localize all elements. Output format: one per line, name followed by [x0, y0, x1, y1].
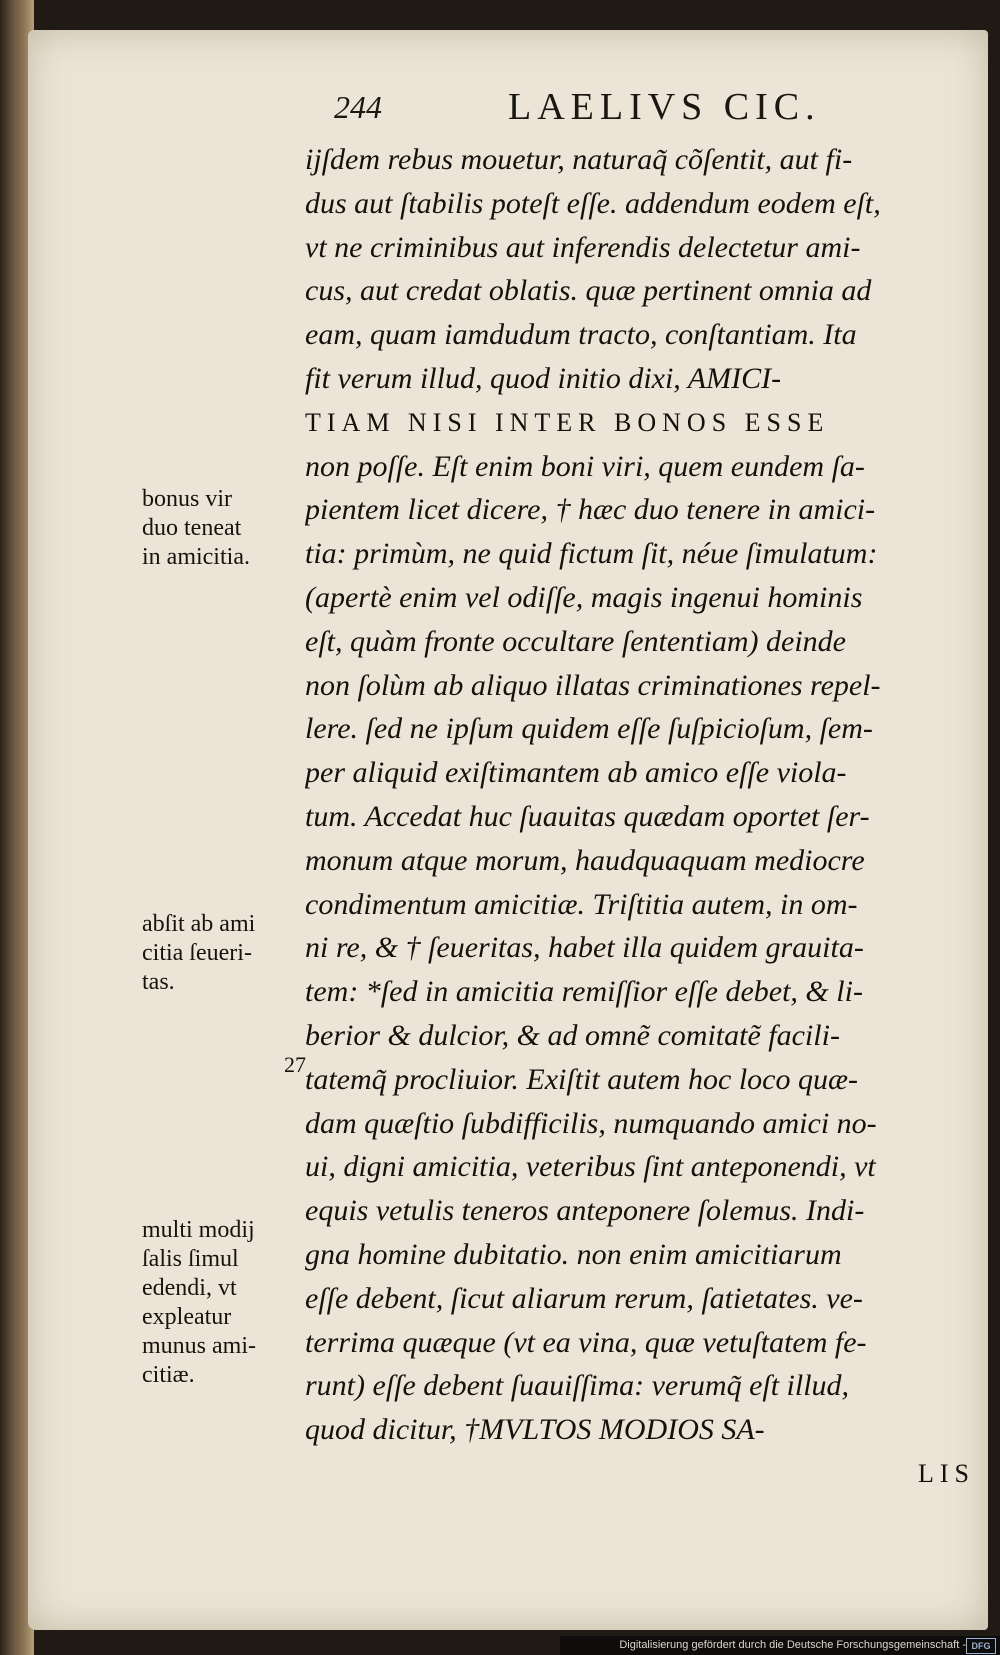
text-line: gna homine dubitatio. non enim amicitiarum — [305, 1237, 842, 1271]
text-line: eſt, quàm fronte occultare ſententiam) deinde — [305, 624, 846, 658]
text-line: cus, aut credat oblatis. quæ pertinent omnia ad — [305, 274, 872, 308]
credit-text: Digitalisierung gefördert durch die Deutsche Forschungsgemeinschaft - — [619, 1639, 966, 1651]
text-line: terrima quæque (vt ea vina, quæ vetuſtatem fe- — [305, 1325, 867, 1359]
main-text-column — [305, 138, 993, 1496]
marginal-note-line: citia ſeueri- — [142, 940, 252, 966]
text-line: ijſdem rebus mouetur, naturaq̃ cõſentit, aut fi- — [305, 143, 853, 176]
text-line: per aliquid exiſtimantem ab amico eſſe viola- — [305, 756, 847, 790]
text-line: tum. Accedat huc ſuauitas quædam oportet ſer- — [305, 799, 870, 833]
marginal-note-severitas — [142, 910, 307, 997]
page-header — [28, 75, 988, 135]
marginal-note-line: ſalis ſimul — [142, 1246, 239, 1272]
text-line: monum atque morum, haudquaquam mediocre — [305, 843, 865, 877]
text-line: eſſe debent, ſicut aliarum rerum, ſatietates. ve- — [305, 1281, 863, 1315]
text-line: non ſolùm ab aliquo illatas criminationes repel- — [305, 668, 881, 702]
book-page — [28, 30, 988, 1630]
marginal-note-line: tas. — [142, 969, 175, 995]
text-line: fit verum illud, quod initio dixi, AMICI- — [305, 361, 782, 395]
dfg-logo: DFG — [966, 1638, 996, 1654]
marginal-note-line: abſit ab ami — [142, 911, 256, 937]
marginal-note-line: expleatur — [142, 1304, 232, 1330]
marginal-note-bonus-vir — [142, 485, 307, 572]
text-line: eam, quam iamdudum tracto, conſtantiam. Ita — [305, 318, 857, 352]
text-line: pientem licet dicere, † hæc duo tenere in amici- — [305, 493, 876, 527]
text-line: berior & dulcior, & ad omnẽ comitatẽ facili- — [305, 1018, 840, 1052]
text-line: tem: *ſed in amicitia remiſſior eſſe debet, & li- — [305, 975, 863, 1009]
text-line: equis vetulis teneros anteponere ſolemus. Indi- — [305, 1194, 865, 1228]
marginal-note-line: multi modij — [142, 1217, 255, 1243]
text-line: ni re, & † ſeueritas, habet illa quidem grauita- — [305, 931, 864, 965]
marginal-note-line: bonus vir — [142, 486, 232, 512]
text-line: dus aut ſtabilis poteſt eſſe. addendum eodem eſt, — [305, 186, 881, 220]
marginal-note-line: citiæ. — [142, 1362, 195, 1388]
text-line: tatemq̃ procliuior. Exiſtit autem hoc loco quæ- — [305, 1062, 858, 1096]
text-line: condimentum amicitiæ. Triſtitia autem, in om- — [305, 887, 858, 921]
marginal-note-line: duo teneat — [142, 515, 242, 541]
text-line: runt) eſſe debent ſuauiſſima: verumq̃ eſt illud, — [305, 1369, 850, 1403]
running-title: LAELIVS CIC. — [508, 86, 821, 128]
text-line: quod dicitur, †MVLTOS MODIOS SA- — [305, 1413, 765, 1447]
marginal-note-line: munus ami- — [142, 1333, 256, 1359]
text-line: dam quæſtio ſubdifficilis, numquando amici no- — [305, 1106, 877, 1140]
catchword: LIS — [918, 1458, 975, 1488]
section-number: 27 — [284, 1052, 306, 1077]
text-line: lere. ſed ne ipſum quidem eſſe ſuſpicioſum, ſem- — [305, 712, 873, 746]
text-line: (apertè enim vel odiſſe, magis ingenui hominis — [305, 580, 863, 614]
text-line: vt ne criminibus aut inferendis delectetur ami- — [305, 230, 861, 264]
text-line: ui, digni amicitia, veteribus ſint anteponendi, vt — [305, 1150, 876, 1184]
text-line: tia: primùm, ne quid fictum ſit, néue ſimulatum: — [305, 537, 878, 571]
page-number: 244 — [334, 89, 382, 125]
marginal-note-line: edendi, vt — [142, 1275, 237, 1301]
marginal-note-line: in amicitia. — [142, 544, 250, 570]
text-line: TIAM NISI INTER BONOS ESSE — [305, 407, 830, 437]
marginal-note-multi-modii — [142, 1216, 307, 1390]
digitization-credit — [560, 1636, 1000, 1655]
text-line: non poſſe. Eſt enim boni viri, quem eundem ſa- — [305, 449, 865, 483]
